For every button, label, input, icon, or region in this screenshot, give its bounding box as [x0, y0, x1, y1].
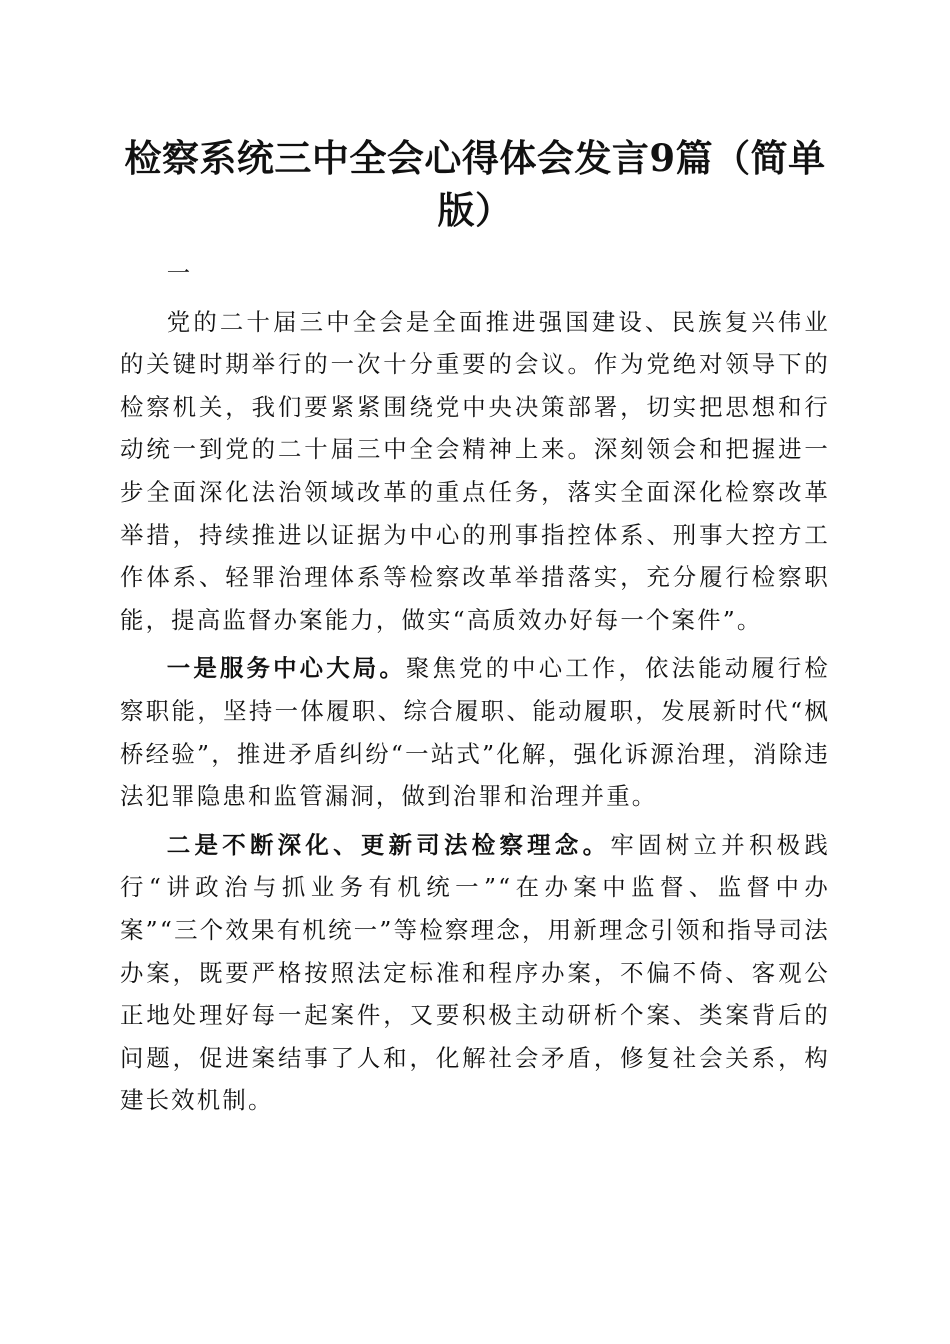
- paragraph-lead: 一是服务中心大局。: [166, 654, 406, 683]
- document-title: 检察系统三中全会心得体会发言9篇（简单版）: [124, 136, 826, 232]
- paragraph-point-two: [120, 824, 830, 1122]
- paragraph-text: 牢固树立并积极践行“讲政治与抓业务有机统一”“在办案中监督、监督中办案”“三个效果有机统一”等检察理念，用新理念引领和指导司法办案，既要严格按照法定标准和程序办案，不偏不倚、客观公正地处理好每一起案件，又要积极主动研析个案、类案背后的问题，促进案结事了人和，化解社会矛盾，修复社会关系，构建长效机制。: [120, 830, 830, 1115]
- paragraph-text: 聚焦党的中心工作，依法能动履行检察职能，坚持一体履职、综合履职、能动履职，发展新时代“枫桥经验”，推进矛盾纠纷“一站式”化解，强化诉源治理，消除违法犯罪隐患和监管漏洞，做到治罪和治理并重。: [120, 654, 830, 811]
- paragraph-point-one: [120, 647, 830, 817]
- paragraph-intro: [120, 301, 830, 642]
- paragraph-lead: 二是不断深化、更新司法检察理念。: [166, 830, 611, 859]
- document-body: [120, 252, 830, 1122]
- section-marker: 一: [166, 259, 193, 287]
- paragraph-text: 党的二十届三中全会是全面推进强国建设、民族复兴伟业的关键时期举行的一次十分重要的会议。作为党绝对领导下的检察机关，我们要紧紧围绕党中央决策部署，切实把思想和行动统一到党的二十届三中全会精神上来。深刻领会和把握进一步全面深化法治领域改革的重点任务，落实全面深化检察改革举措，持续推进以证据为中心的刑事指控体系、刑事大控方工作体系、轻罪治理体系等检察改革举措落实，充分履行检察职能，提高监督办案能力，做实“高质效办好每一个案件”。: [120, 307, 830, 634]
